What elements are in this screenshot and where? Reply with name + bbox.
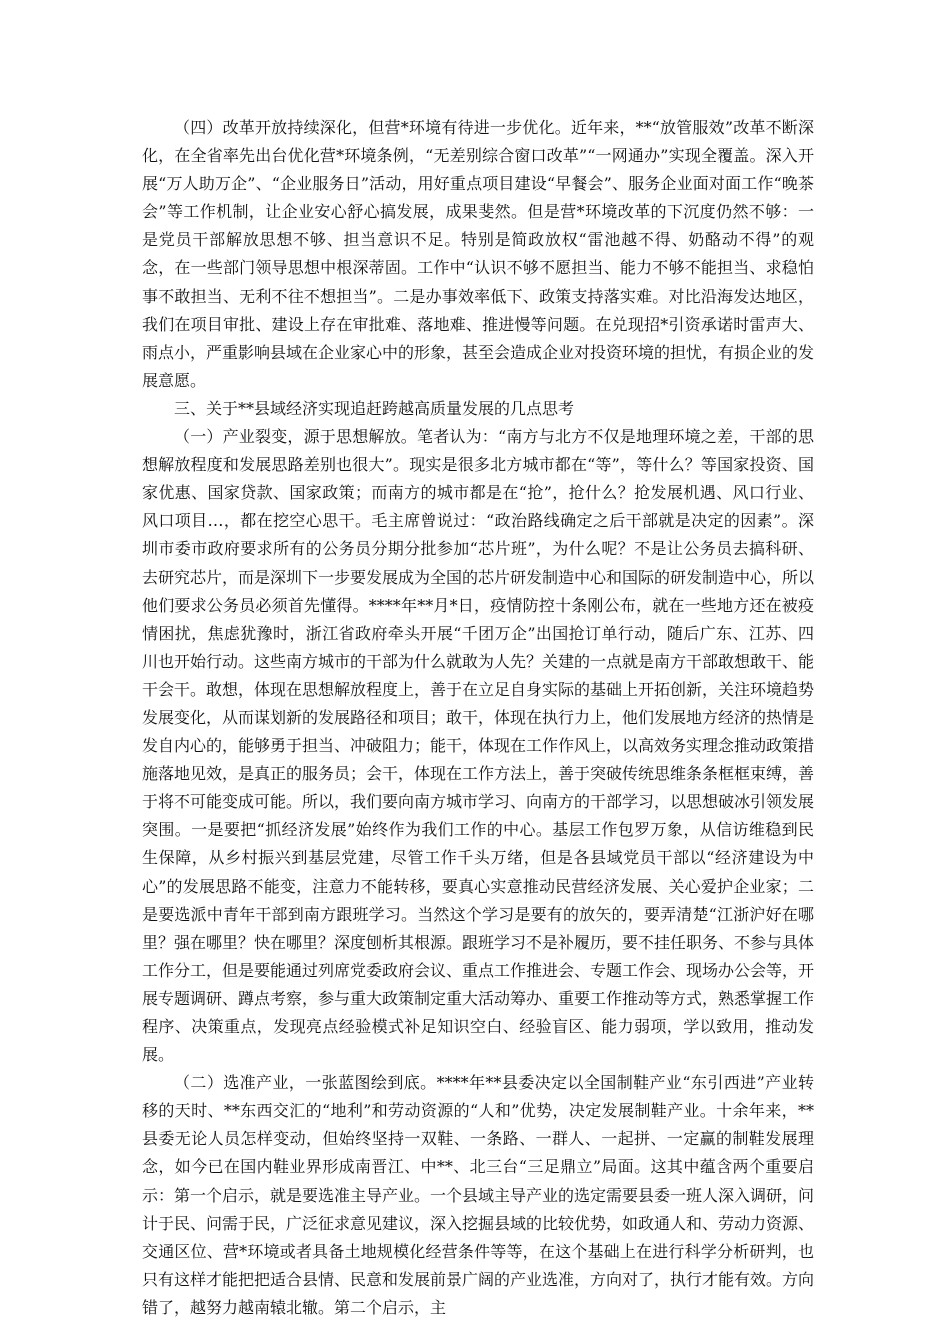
paragraph-industry-fission: （一）产业裂变，源于思想解放。笔者认为：“南方与北方不仅是地理环境之差，干部的思想解放程度和发展思路差别也很大”。现实是很多北方城市都在“等”，等什么？等国家投资、国家优惠、国家贷款、国家政策；而南方的城市都是在“抢”，抢什么？抢发展机遇、风口行业、风口项目…，都在挖空心思干。毛主席曾说过：“政治路线确定之后干部就是决定的因素”。深圳市委市政府要求所有的公务员分期分批参加“芯片班”，为什么呢？不是让公务员去搞科研、去研究芯片，而是深圳下一步要发展成为全国的芯片研发制造中心和国际的研发制造中心，所以他们要求公务员必须首先懂得。****年**月*日，疫情防控十条刚公布，就在一些地方还在被疫情困扰，焦虑犹豫时，浙江省政府牵头开展“千团万企”出国抢订单行动，随后广东、江苏、四川也开始行动。这些南方城市的干部为什么就敢为人先？关建的一点就是南方干部敢想敢干、能干会干。敢想，体现在思想解放程度上，善于在立足自身实际的基础上开拓创新，关注环境趋势发展变化，从而谋划新的发展路径和项目；敢干，体现在执行力上，他们发展地方经济的热情是发自内心的，能够勇于担当、冲破阻力；能干，体现在工作作风上，以高效务实理念推动政策措施落地见效，是真正的服务员；会干，体现在工作方法上，善于突破传统思维条条框框束缚，善于将不可能变成可能。所以，我们要向南方城市学习、向南方的干部学习，以思想破冰引领发展突围。一是要把“抓经济发展”始终作为我们工作的中心。基层工作包罗万象，从信访维稳到民生保障，从乡村振兴到基层党建，尽管工作千头万绪，但是各县域党员干部以“经济建设为中心”的发展思路不能变，注意力不能转移，要真心实意推动民营经济发展、关心爱护企业家；二是要选派中青年干部到南方跟班学习。当然这个学习是要有的放矢的，要弄清楚“江浙沪好在哪里？强在哪里？快在哪里？深度刨析其根源。跟班学习不是补履历，要不挂任职务、不参与具体工作分工，但是要能通过列席党委政府会议、重点工作推进会、专题工作会、现场办公会等，开展专题调研、蹲点考察，参与重大政策制定重大活动筹办、重要工作推动等方式，熟悉掌握工作程序、决策重点，发现亮点经验模式补足知识空白、经验盲区、能力弱项，学以致用，推动发展。 bbox=[142, 427, 815, 1065]
paragraph-choose-industry: （二）选准产业，一张蓝图绘到底。****年**县委决定以全国制鞋产业“东引西进”产业转移的天时、**东西交汇的“地利”和劳动资源的“人和”优势，决定发展制鞋产业。十余年来，**县委无论人员怎样变动，但始终坚持一双鞋、一条路、一群人、一起拼、一定赢的制鞋发展理念，如今已在国内鞋业界形成南晋江、中**、北三台“三足鼎立”局面。这其中蕴含两个重要启示：第一个启示，就是要选准主导产业。一个县域主导产业的选定需要县委一班人深入调研，问计于民、问需于民，广泛征求意见建议，深入挖掘县域的比较优势，如政通人和、劳动力资源、交通区位、营*环境或者具备土地规模化经营条件等等，在这个基础上在进行科学分析研判，也只有这样才能把把适合县情、民意和发展前景广阔的产业选准，方向对了，执行才能有效。方向错了，越努力越南辕北辙。第二个启示，主 bbox=[142, 1073, 815, 1317]
document-page bbox=[142, 114, 814, 1322]
section-heading-three: 三、关于**县域经济实现追赶跨越高质量发展的几点思考 bbox=[174, 398, 575, 418]
paragraph-reform-opening: （四）改革开放持续深化，但营*环境有待进一步优化。近年来，**“放管服效”改革不断深化，在全省率先出台优化营*环境条例，“无差别综合窗口改革”“一网通办”实现全覆盖。深入开展“万人助万企”、“企业服务日”活动，用好重点项目建设“早餐会”、服务企业面对面工作“晚茶会”等工作机制，让企业安心舒心搞发展，成果斐然。但是营*环境改革的下沉度仍然不够：一是党员干部解放思想不够、担当意识不足。特别是简政放权“雷池越不得、奶酪动不得”的观念，在一些部门领导思想中根深蒂固。工作中“认识不够不愿担当、能力不够不能担当、求稳怕事不敢担当、无利不往不想担当”。二是办事效率低下、政策支持落实难。对比沿海发达地区，我们在项目审批、建设上存在审批难、落地难、推进慢等问题。在兑现招*引资承诺时雷声大、雨点小，严重影响县域在企业家心中的形象，甚至会造成企业对投资环境的担忧，有损企业的发展意愿。 bbox=[142, 118, 815, 390]
